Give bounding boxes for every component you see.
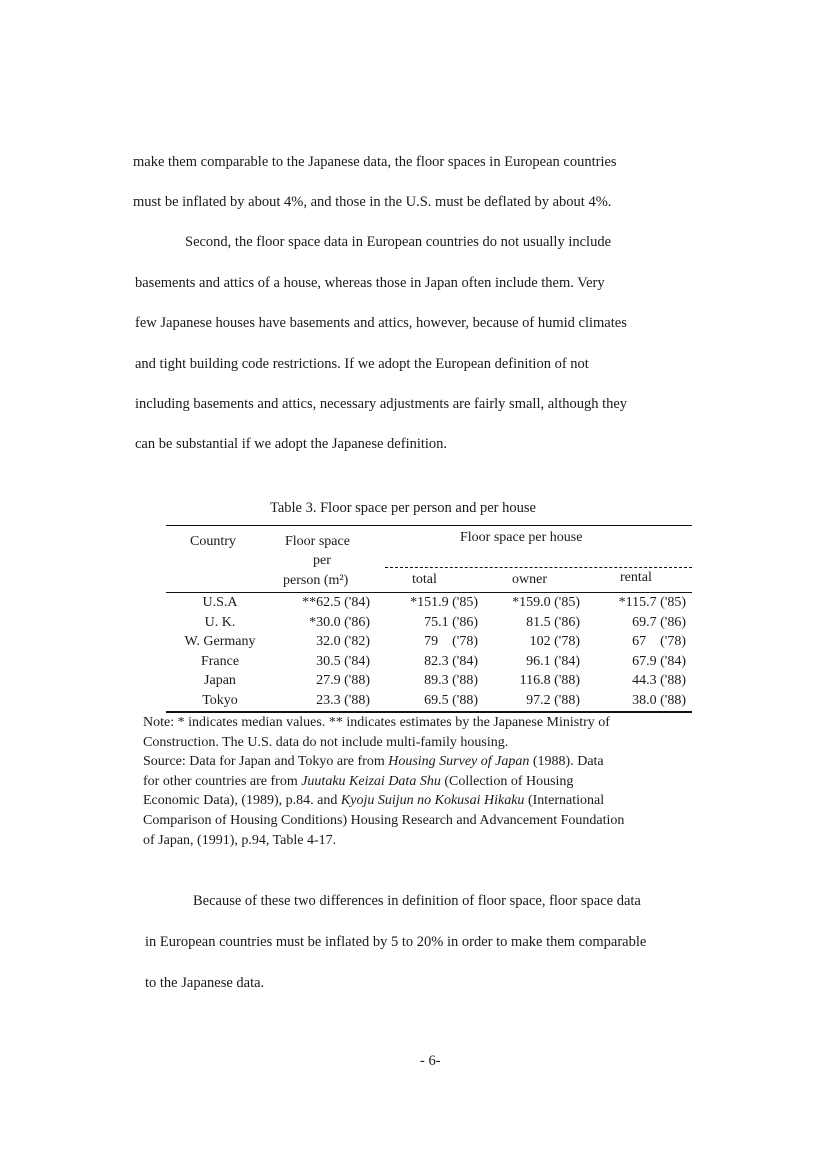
cell-owner: *159.0 ('85)	[512, 595, 580, 610]
header-bottom-rule	[166, 592, 692, 593]
table-notes	[143, 713, 733, 850]
header-total: total	[412, 572, 437, 587]
header-owner: owner	[512, 572, 547, 587]
cell-total: *151.9 ('85)	[410, 595, 478, 610]
header-per-person-line2: per	[313, 553, 331, 568]
page-number: - 6-	[420, 1053, 441, 1069]
source-line	[143, 791, 733, 811]
source-text: (Collection of Housing	[440, 773, 574, 789]
source-title: Kyoju Suijun no Kokusai Hikaku	[340, 793, 525, 809]
source-line	[143, 752, 733, 772]
paragraph-line: make them comparable to the Japanese data, the floor spaces in European countries	[133, 154, 617, 170]
cell-per-person: 30.5 ('84)	[316, 653, 370, 669]
paragraph-line: to the Japanese data.	[145, 975, 265, 991]
paragraph-line: few Japanese houses have basements and attics, however, because of humid climates	[135, 315, 627, 331]
cell-rental: 69.7 ('86)	[632, 614, 686, 630]
paragraph-line: in European countries must be inflated by 5 to 20% in order to make them comparable	[145, 934, 647, 950]
cell-owner: 116.8 ('88)	[519, 673, 580, 689]
table-caption: Table 3. Floor space per person and per house	[270, 500, 536, 516]
cell-rental: 67 ('78)	[632, 634, 686, 650]
paragraph-line: Because of these two differences in definition of floor space, floor space data	[193, 893, 641, 909]
source-line: of Japan, (1991), p.94, Table 4-17.	[143, 832, 337, 848]
paragraph-line: basements and attics of a house, whereas those in Japan often include them. Very	[135, 275, 605, 291]
cell-per-person: 27.9 ('88)	[316, 673, 370, 689]
cell-rental: 38.0 ('88)	[632, 693, 686, 708]
cell-total: 89.3 ('88)	[424, 673, 478, 689]
cell-total: 75.1 ('86)	[424, 614, 478, 630]
paragraph-line: including basements and attics, necessary adjustments are fairly small, although they	[135, 396, 628, 412]
cell-country: U. K.	[204, 614, 236, 630]
header-per-person-line3: person (m²)	[283, 573, 349, 588]
cell-per-person: 32.0 ('82)	[316, 634, 370, 650]
cell-rental: 67.9 ('84)	[632, 653, 686, 669]
paragraph-line: must be inflated by about 4%, and those in the U.S. must be deflated by about 4%.	[133, 194, 612, 210]
source-title: Housing Survey of Japan	[388, 754, 530, 770]
cell-owner: 96.1 ('84)	[526, 653, 580, 669]
cell-country: U.S.A	[202, 595, 238, 610]
cell-rental: 44.3 ('88)	[632, 673, 686, 689]
header-per-person-line1: Floor space	[285, 534, 350, 549]
cell-total: 69.5 ('88)	[424, 693, 478, 708]
paragraph-line: Second, the floor space data in European countries do not usually include	[185, 234, 612, 250]
cell-total: 79 ('78)	[424, 634, 478, 650]
cell-country: Tokyo	[202, 693, 238, 708]
cell-per-person: 23.3 ('88)	[316, 693, 370, 708]
source-text: (International	[524, 793, 605, 809]
cell-country: W. Germany	[184, 634, 256, 650]
cell-country: Japan	[204, 673, 236, 689]
cell-rental: *115.7 ('85)	[618, 595, 686, 610]
note-line: Note: * indicates median values. ** indicates estimates by the Japanese Ministry of	[143, 715, 610, 730]
cell-owner: 102 ('78)	[529, 634, 580, 650]
note-line: Construction. The U.S. data do not include multi-family housing.	[143, 734, 509, 750]
header-country: Country	[190, 534, 236, 549]
source-title: Juutaku Keizai Data Shu	[301, 773, 441, 789]
header-per-house: Floor space per house	[460, 530, 583, 545]
table-top-rule	[166, 525, 692, 526]
source-text: Economic Data), (1989), p.84. and	[143, 793, 341, 809]
cell-per-person: **62.5 ('84)	[302, 595, 370, 610]
cell-per-person: *30.0 ('86)	[309, 614, 370, 630]
paragraph-line: can be substantial if we adopt the Japanese definition.	[135, 436, 448, 452]
header-rental: rental	[620, 570, 652, 585]
cell-country: France	[200, 653, 240, 669]
paragraph-line: and tight building code restrictions. If we adopt the European definition of not	[135, 356, 589, 372]
cell-owner: 81.5 ('86)	[526, 614, 580, 630]
source-text: for other countries are from	[143, 773, 302, 789]
source-text: Source: Data for Japan and Tokyo are from	[143, 754, 389, 770]
source-line: Comparison of Housing Conditions) Housing Research and Advancement Foundation	[143, 812, 625, 828]
source-text: (1988). Data	[529, 754, 604, 770]
cell-owner: 97.2 ('88)	[526, 693, 580, 708]
cell-total: 82.3 ('84)	[424, 653, 478, 669]
header-dashed-rule	[385, 567, 692, 568]
source-line	[143, 772, 733, 792]
